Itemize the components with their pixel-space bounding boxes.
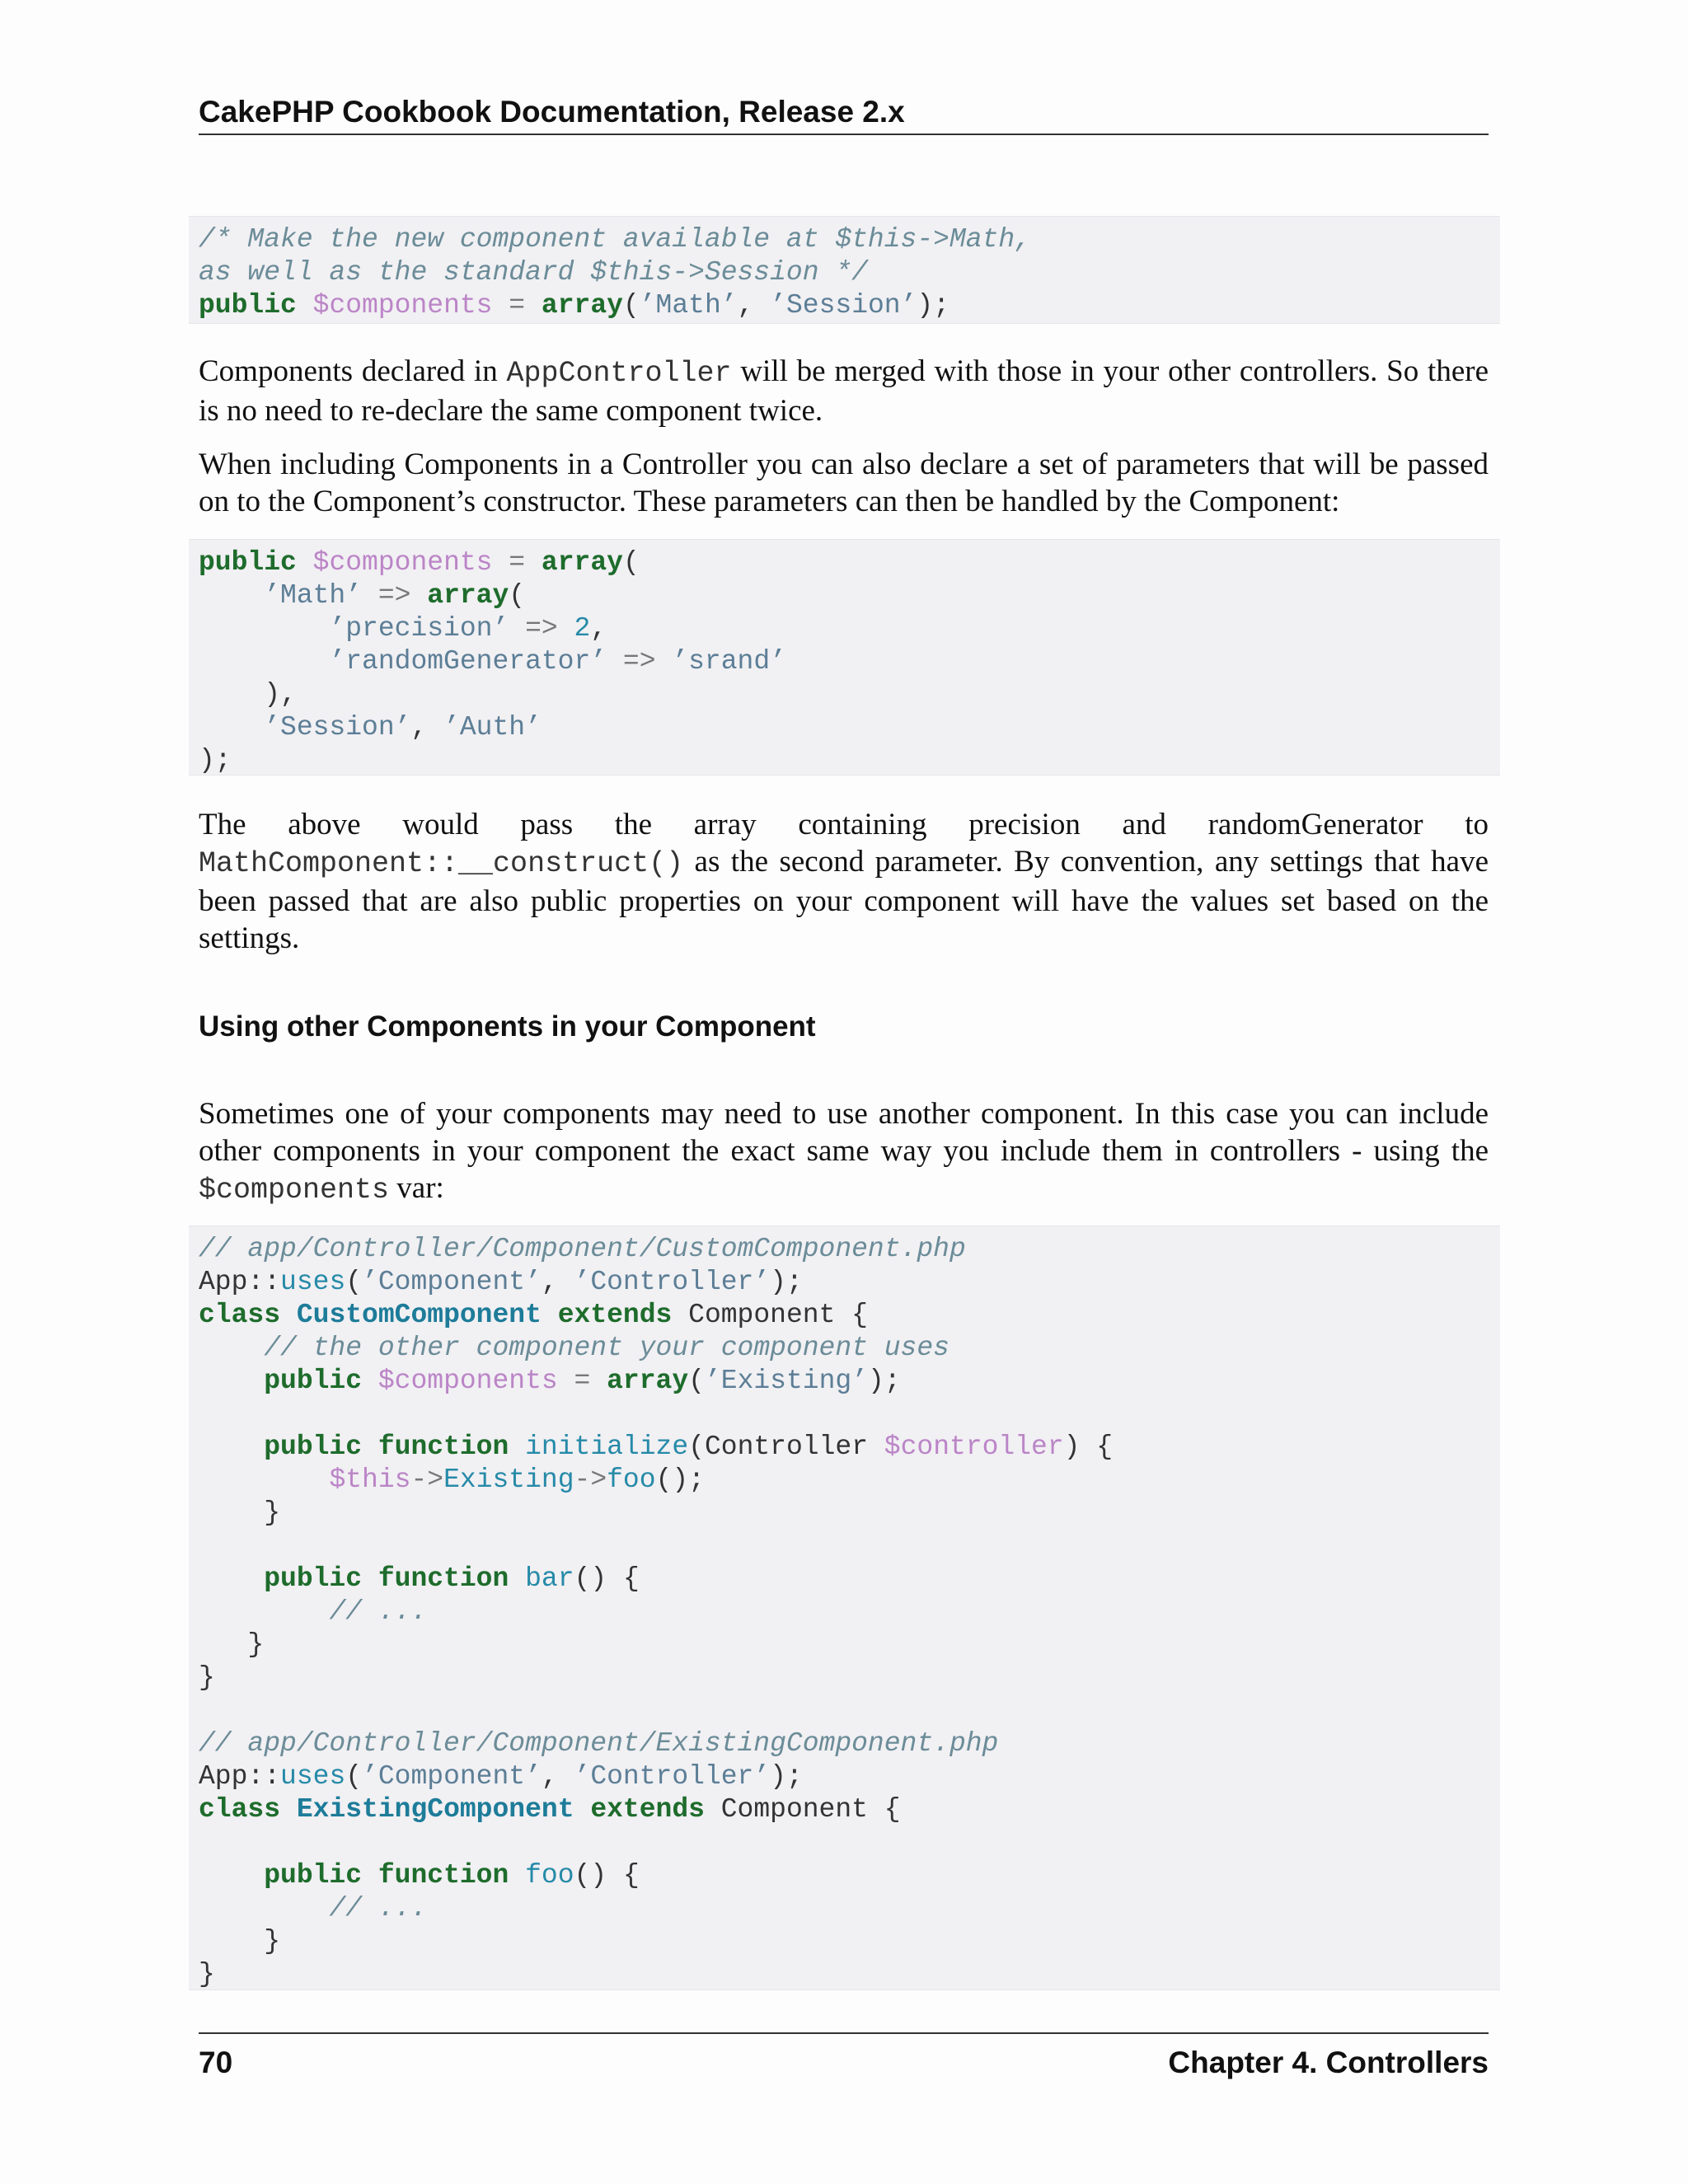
code-token: Component {: [672, 1300, 868, 1330]
code-token: array: [427, 580, 509, 611]
paragraph-nested-components: [199, 1095, 1489, 1209]
code-token: [199, 1827, 215, 1858]
code-token: ’Component’: [362, 1761, 542, 1792]
code-token: class: [199, 1300, 281, 1330]
code-token: [509, 1860, 525, 1891]
code-token: ,: [541, 1267, 574, 1297]
code-line: [199, 1233, 1490, 1266]
code-token: function: [377, 1563, 509, 1594]
code-token: App::: [199, 1267, 281, 1297]
code-token: [280, 1300, 297, 1330]
code-line: [199, 1563, 1490, 1596]
code-token: ,: [410, 712, 444, 743]
code-token: );: [868, 1366, 901, 1396]
code-line: [199, 1892, 1490, 1925]
text: Components declared in: [199, 354, 507, 388]
code-token: public: [264, 1860, 363, 1891]
inline-code: $components: [199, 1174, 390, 1207]
code-line: [199, 1727, 1490, 1760]
inline-code: AppController: [506, 357, 732, 390]
code-token: );: [770, 1761, 803, 1792]
page-number: 70: [199, 2046, 233, 2079]
code-token: extends: [557, 1300, 673, 1330]
text: Sometimes one of your components may need to use another component. In this case you can include other components in your component the exact same way you include them in controllers - using the: [199, 1097, 1489, 1168]
code-line: [199, 1661, 1490, 1694]
code-line: [199, 1760, 1490, 1793]
code-token: ’Math’: [264, 580, 363, 611]
code-token: [199, 1530, 215, 1561]
code-token: =>: [362, 580, 428, 611]
text: as the second parameter. By convention, any settings that have been passed that are also public properties on your component will have the values set based on the settings.: [199, 845, 1489, 955]
code-token: () {: [574, 1860, 640, 1891]
text: var:: [389, 1171, 444, 1205]
code-token: ’Component’: [362, 1267, 542, 1297]
code-token: [199, 1432, 264, 1462]
code-token: [362, 1432, 378, 1462]
code-line: [199, 1530, 1490, 1563]
code-token: foo: [607, 1465, 656, 1495]
code-token: [362, 1366, 378, 1396]
running-header: CakePHP Cookbook Documentation, Release 2.x: [199, 92, 1489, 135]
code-token: [199, 1465, 329, 1495]
code-token: as well as the standard $this->Session */: [199, 257, 868, 288]
code-token: [199, 1333, 264, 1363]
code-token: [199, 613, 329, 644]
footer-rule: [199, 2032, 1489, 2034]
code-token: ’randomGenerator’: [329, 646, 607, 677]
chapter-title: Chapter 4. Controllers: [1168, 2046, 1489, 2079]
code-token: [199, 1695, 215, 1726]
code-token: }: [199, 1497, 281, 1528]
code-line: [199, 1266, 1490, 1299]
text: will be merged with those in your other controllers. So there is no need to re-declare the same component twice.: [199, 354, 1489, 428]
code-line: [199, 546, 1490, 579]
code-token: (: [509, 580, 526, 611]
code-line: [199, 645, 1490, 678]
code-token: [509, 1563, 525, 1594]
code-line: [199, 1365, 1490, 1398]
code-token: uses: [280, 1761, 346, 1792]
code-token: ),: [199, 679, 297, 710]
code-token: ’srand’: [672, 646, 786, 677]
code-token: =: [492, 547, 542, 578]
code-token: [297, 547, 313, 578]
code-token: ’Session’: [264, 712, 411, 743]
code-token: $controller: [884, 1432, 1064, 1462]
code-token: // ...: [329, 1596, 428, 1627]
code-token: foo: [525, 1860, 574, 1891]
code-token: (: [622, 290, 640, 321]
code-line: [199, 289, 1490, 322]
code-token: CustomComponent: [296, 1300, 542, 1330]
code-token: App::: [199, 1761, 281, 1792]
code-block-component-settings: [189, 539, 1500, 776]
code-token: public: [264, 1563, 363, 1594]
code-line: [199, 1464, 1490, 1497]
code-token: =>: [509, 613, 574, 644]
code-line: [199, 1958, 1490, 1991]
code-token: array: [607, 1366, 689, 1396]
code-line: [199, 1431, 1490, 1464]
code-token: public: [199, 290, 297, 321]
inline-code: MathComponent::__construct(): [199, 847, 684, 880]
code-token: [199, 646, 329, 677]
code-token: (: [345, 1761, 363, 1792]
code-token: $components: [312, 290, 493, 321]
code-token: ,: [590, 613, 607, 644]
code-token: ’Existing’: [704, 1366, 869, 1396]
code-token: ,: [541, 1761, 574, 1792]
code-line: [199, 612, 1490, 645]
code-token: bar: [525, 1563, 574, 1594]
code-block-custom-component: [189, 1226, 1500, 1990]
code-token: =>: [607, 646, 673, 677]
code-token: ’Session’: [770, 290, 917, 321]
code-token: public: [264, 1366, 363, 1396]
code-line: [199, 1925, 1490, 1958]
code-token: [199, 712, 264, 743]
code-token: [362, 1563, 378, 1594]
code-line: [199, 744, 1490, 777]
code-token: () {: [574, 1563, 640, 1594]
code-token: ();: [655, 1465, 705, 1495]
code-token: (: [622, 547, 640, 578]
code-line: [199, 1332, 1490, 1365]
code-token: [199, 1563, 264, 1594]
code-token: ’Math’: [639, 290, 738, 321]
code-token: [574, 1794, 591, 1825]
code-line: [199, 1299, 1490, 1332]
code-token: (Controller: [688, 1432, 884, 1462]
code-line: [199, 1826, 1490, 1859]
code-token: // the other component your component uses: [264, 1333, 950, 1363]
code-token: public: [264, 1432, 363, 1462]
code-token: [199, 1366, 264, 1396]
paragraph-construct-settings: [199, 843, 1489, 957]
code-token: function: [377, 1860, 509, 1891]
code-token: }: [199, 1959, 215, 1990]
code-line: [199, 1497, 1490, 1530]
code-token: uses: [280, 1267, 346, 1297]
code-token: // app/Controller/Component/CustomComponent.php: [199, 1234, 966, 1264]
code-token: ) {: [1063, 1432, 1114, 1462]
code-token: ’Controller’: [574, 1761, 771, 1792]
code-token: [297, 290, 313, 321]
code-token: $components: [312, 547, 493, 578]
code-token: // app/Controller/Component/ExistingComponent.php: [199, 1728, 999, 1759]
code-token: ’precision’: [329, 613, 509, 644]
code-token: }: [199, 1926, 281, 1957]
code-token: [362, 1860, 378, 1891]
code-line: [199, 1793, 1490, 1826]
code-line: [199, 1398, 1490, 1431]
code-token: (: [345, 1267, 363, 1297]
code-token: extends: [590, 1794, 705, 1825]
code-token: }: [199, 1662, 215, 1693]
code-token: function: [377, 1432, 509, 1462]
code-token: public: [199, 547, 297, 578]
code-token: );: [770, 1267, 803, 1297]
code-line: [199, 1596, 1490, 1629]
code-token: ,: [737, 290, 771, 321]
code-token: /* Make the new component available at $this->Math,: [199, 224, 1031, 255]
code-token: 2: [574, 613, 591, 644]
code-token: class: [199, 1794, 281, 1825]
code-token: array: [541, 290, 623, 321]
code-line: [199, 256, 1490, 289]
code-token: (: [688, 1366, 705, 1396]
code-token: [199, 1860, 264, 1891]
code-token: $this: [329, 1465, 411, 1495]
code-token: // ...: [329, 1893, 428, 1924]
section-heading: Using other Components in your Component: [199, 1010, 816, 1043]
code-token: [542, 1300, 558, 1330]
code-line: [199, 678, 1490, 711]
code-token: [509, 1432, 525, 1462]
code-token: initialize: [525, 1432, 689, 1462]
paragraph-appcontroller-merge: [199, 353, 1489, 429]
code-line: [199, 1859, 1490, 1892]
code-token: [199, 580, 264, 611]
code-token: =: [557, 1366, 607, 1396]
code-token: ’Auth’: [443, 712, 542, 743]
code-token: );: [199, 745, 232, 776]
code-line: [199, 1694, 1490, 1727]
code-token: Component {: [704, 1794, 901, 1825]
code-line: [199, 579, 1490, 612]
paragraph-component-parameters: When including Components in a Controller you can also declare a set of parameters that will be passed on to the Component’s constructor. These parameters can then be handled by the Component:: [199, 448, 1489, 518]
code-token: array: [541, 547, 623, 578]
code-line: [199, 711, 1490, 744]
code-token: ->: [410, 1465, 444, 1495]
code-token: [280, 1794, 297, 1825]
code-token: );: [917, 290, 950, 321]
code-block-components-declaration: [189, 216, 1500, 324]
code-token: }: [199, 1629, 265, 1660]
code-line: [199, 1629, 1490, 1661]
code-token: =: [492, 290, 542, 321]
code-token: ’Controller’: [574, 1267, 771, 1297]
paragraph-construct-settings-line1: The above would pass the array containing precision and randomGenerator to: [199, 808, 1489, 841]
code-line: [199, 223, 1490, 256]
code-token: [199, 1399, 215, 1429]
code-token: $components: [377, 1366, 558, 1396]
code-token: ExistingComponent: [296, 1794, 574, 1825]
code-token: Existing: [443, 1465, 574, 1495]
code-token: [199, 1893, 329, 1924]
code-token: [199, 1596, 329, 1627]
code-token: ->: [574, 1465, 607, 1495]
